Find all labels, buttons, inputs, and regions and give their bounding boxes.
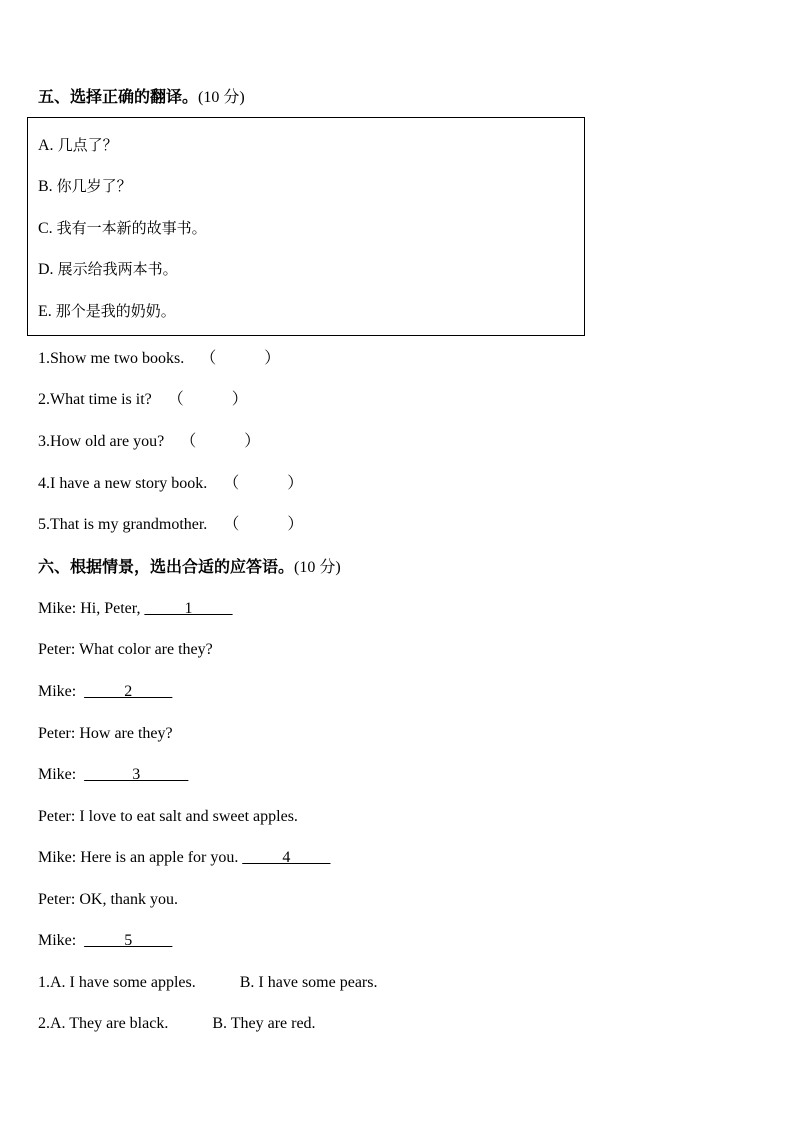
question-2: [38, 390, 248, 410]
options-box: [27, 117, 585, 336]
option-letter: B.: [38, 178, 53, 195]
answer-blank[interactable]: （ ）: [223, 475, 304, 492]
question-text: 4.I have a new story book.: [38, 475, 208, 492]
section-5-score: (10 分): [198, 89, 245, 106]
dialogue-text: OK, thank you.: [79, 891, 178, 908]
answer-choice-2: [38, 1014, 316, 1034]
option-c: [38, 218, 207, 239]
option-letter: C.: [38, 220, 53, 237]
dialogue-text: Hi, Peter,: [80, 600, 141, 617]
dialogue-text: What color are they?: [79, 641, 213, 658]
speaker: Peter:: [38, 641, 76, 658]
answer-blank[interactable]: （ ）: [180, 433, 261, 450]
dialogue-line-9: [38, 931, 172, 951]
option-letter: E.: [38, 303, 52, 320]
option-d: [38, 259, 178, 280]
choice-b[interactable]: B. I have some pears.: [239, 974, 378, 991]
dialogue-line-4: [38, 724, 173, 744]
dialogue-blank[interactable]: _____1_____: [144, 600, 233, 617]
question-text: 3.How old are you?: [38, 433, 165, 450]
option-e: [38, 301, 176, 322]
speaker: Peter:: [38, 808, 76, 825]
option-text: 你几岁了？: [56, 177, 132, 195]
question-5: [38, 515, 303, 535]
option-text: 几点了？: [57, 136, 118, 154]
dialogue-text: Here is an apple for you.: [80, 849, 239, 866]
dialogue-line-5: [38, 765, 188, 785]
choice-a[interactable]: A. I have some apples.: [50, 974, 196, 991]
dialogue-line-7: [38, 848, 330, 868]
question-text: 2.What time is it?: [38, 391, 152, 408]
option-text: 展示给我两本书。: [57, 260, 178, 278]
dialogue-blank[interactable]: ______3______: [84, 766, 189, 783]
speaker: Mike:: [38, 766, 77, 783]
answer-number: 1.: [38, 974, 50, 991]
dialogue-line-1: [38, 599, 232, 619]
question-1: [38, 349, 280, 369]
speaker: Mike:: [38, 932, 77, 949]
option-text: 我有一本新的故事书。: [56, 219, 207, 237]
section-6-heading: [38, 557, 341, 578]
speaker: Peter:: [38, 725, 76, 742]
question-4: [38, 474, 303, 494]
speaker: Mike:: [38, 600, 77, 617]
dialogue-blank[interactable]: _____4_____: [242, 849, 331, 866]
dialogue-blank[interactable]: _____5_____: [84, 932, 173, 949]
dialogue-blank[interactable]: _____2_____: [84, 683, 173, 700]
speaker: Peter:: [38, 891, 76, 908]
speaker: Mike:: [38, 849, 77, 866]
option-letter: D.: [38, 261, 54, 278]
dialogue-text: How are they?: [79, 725, 173, 742]
option-letter: A.: [38, 137, 54, 154]
option-b: [38, 176, 132, 197]
answer-choice-1: [38, 973, 377, 993]
dialogue-line-3: [38, 682, 172, 702]
section-5-heading: [38, 87, 245, 108]
choice-a[interactable]: A. They are black.: [50, 1015, 169, 1032]
question-text: 5.That is my grandmother.: [38, 516, 208, 533]
answer-blank[interactable]: （ ）: [200, 350, 281, 367]
answer-blank[interactable]: （ ）: [167, 391, 248, 408]
speaker: Mike:: [38, 683, 77, 700]
option-text: 那个是我的奶奶。: [55, 302, 176, 320]
dialogue-line-2: [38, 640, 213, 660]
section-6-title: 六、根据情景，选出合适的应答语。: [38, 557, 295, 576]
choice-b[interactable]: B. They are red.: [212, 1015, 316, 1032]
answer-number: 2.: [38, 1015, 50, 1032]
question-3: [38, 432, 260, 452]
section-6-score: (10 分): [294, 559, 341, 576]
dialogue-text: I love to eat salt and sweet apples.: [79, 808, 298, 825]
dialogue-line-8: [38, 890, 178, 910]
question-text: 1.Show me two books.: [38, 350, 185, 367]
section-5-title: 五、选择正确的翻译。: [38, 87, 199, 106]
option-a: [38, 135, 118, 156]
answer-blank[interactable]: （ ）: [223, 516, 304, 533]
dialogue-line-6: [38, 807, 298, 827]
